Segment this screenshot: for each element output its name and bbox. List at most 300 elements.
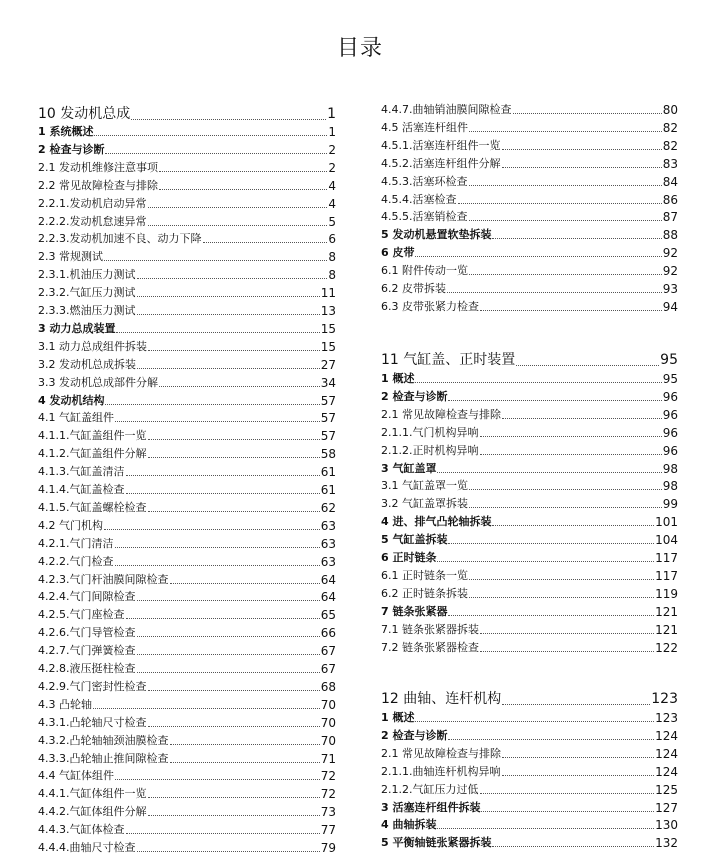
dot-leader: [126, 618, 320, 619]
toc-entry-page-number: 127: [655, 800, 678, 815]
toc-entry-title: 2.1 发动机维修注意事项: [38, 160, 158, 174]
toc-entry-page-number: 93: [662, 282, 678, 296]
toc-entry-page-number: 119: [655, 586, 678, 601]
toc-entry-page-number: 83: [662, 156, 678, 171]
dot-leader: [469, 131, 662, 132]
toc-entry-title: 2.2 常见故障检查与排除: [38, 178, 158, 192]
toc-entry-title: 4.4 气缸体组件: [38, 769, 114, 783]
toc-entry-page-number: 64: [320, 590, 336, 605]
toc-entry[interactable]: [38, 787, 336, 801]
toc-entry[interactable]: [38, 215, 336, 229]
toc-entry-title: 4.2.1.气门清洁: [38, 536, 114, 550]
toc-entry-title: 4.3.2.凸轮轴轴颈油膜检查: [38, 733, 169, 747]
toc-entry-title: 4.2 气门机构: [38, 518, 103, 532]
toc-entry-title: 4.1.3.气缸盖清洁: [38, 465, 125, 479]
toc-entry-title: 4.5.3.活塞环检查: [381, 174, 468, 188]
dot-leader: [469, 579, 654, 580]
toc-entry-page-number: 57: [320, 393, 336, 408]
toc-entry-title: 2 检查与诊断: [381, 389, 448, 403]
toc-entry[interactable]: [38, 680, 336, 694]
dot-leader: [516, 365, 659, 366]
toc-chapter-entry[interactable]: [38, 106, 336, 123]
toc-entry-title: 6.2 正时链条拆装: [381, 586, 468, 600]
toc-entry[interactable]: [381, 479, 678, 493]
toc-entry[interactable]: [38, 841, 336, 855]
toc-entry[interactable]: [381, 551, 678, 565]
toc-entry[interactable]: [381, 390, 678, 404]
toc-entry-page-number: 92: [662, 264, 678, 279]
toc-entry-page-number: 72: [320, 769, 336, 784]
toc-entry[interactable]: [38, 358, 336, 372]
dot-leader: [137, 314, 320, 315]
dot-leader: [148, 815, 320, 816]
toc-entry-page-number: 82: [662, 120, 678, 135]
toc-entry-title: 4.4.7.曲轴销油膜间隙检查: [381, 103, 512, 116]
toc-entry[interactable]: [381, 462, 678, 476]
dot-leader: [126, 493, 320, 494]
toc-entry[interactable]: [38, 376, 336, 390]
toc-chapter-entry[interactable]: [381, 691, 678, 708]
dot-leader: [126, 833, 320, 834]
toc-entry-page-number: 5: [328, 214, 336, 229]
dot-leader: [148, 350, 320, 351]
toc-entry[interactable]: [38, 501, 336, 515]
toc-entry-title: 2 检查与诊断: [381, 728, 448, 742]
dot-leader: [159, 171, 327, 172]
toc-entry-page-number: 63: [320, 536, 336, 551]
toc-entry[interactable]: [38, 268, 336, 282]
toc-entry[interactable]: [381, 569, 678, 583]
toc-entry-title: 1 概述: [381, 372, 415, 385]
toc-entry[interactable]: [38, 823, 336, 837]
toc-entry-page-number: 77: [320, 823, 336, 838]
toc-entry[interactable]: [381, 587, 678, 601]
dot-leader: [159, 386, 320, 387]
toc-entry-page-number: 67: [320, 644, 336, 659]
toc-entry-title: 2.1.1.气门机构异响: [381, 425, 479, 439]
toc-entry-title: 3 活塞连杆组件拆装: [381, 800, 481, 814]
page-title: 目录: [336, 36, 383, 61]
toc-entry-page-number: 57: [320, 429, 336, 444]
dot-leader: [131, 119, 326, 120]
toc-entry-title: 4.2.6.气门导管检查: [38, 626, 136, 640]
dot-leader: [448, 615, 654, 616]
toc-entry[interactable]: [38, 394, 336, 408]
dot-leader: [137, 672, 320, 673]
toc-entry-title: 2.1.2.正时机构异响: [381, 443, 479, 457]
toc-entry[interactable]: [381, 408, 678, 422]
dot-leader: [492, 846, 654, 847]
dot-leader: [502, 167, 662, 168]
dot-leader: [480, 436, 662, 437]
toc-entry-page-number: 82: [662, 138, 678, 153]
dot-leader: [502, 757, 654, 758]
toc-entry[interactable]: [38, 555, 336, 569]
toc-entry[interactable]: [381, 175, 678, 189]
toc-entry[interactable]: [38, 125, 336, 139]
toc-entry-title: 4.5.5.活塞销检查: [381, 210, 468, 224]
toc-entry-title: 2.2.2.发动机怠速异常: [38, 214, 147, 228]
toc-entry[interactable]: [38, 752, 336, 766]
dot-leader: [502, 775, 655, 776]
toc-entry-page-number: 4: [328, 196, 336, 211]
toc-entry[interactable]: [381, 533, 678, 547]
toc-entry-page-number: 95: [662, 372, 678, 386]
toc-entry[interactable]: [381, 121, 678, 135]
dot-leader: [148, 439, 320, 440]
dot-leader: [116, 332, 319, 333]
dot-leader: [480, 454, 662, 455]
dot-leader: [148, 511, 320, 512]
toc-entry[interactable]: [381, 228, 678, 242]
toc-entry-page-number: 66: [320, 626, 336, 641]
toc-entry-title: 11 气缸盖、正时装置: [381, 352, 516, 368]
dot-leader: [104, 529, 320, 530]
toc-entry-page-number: 117: [655, 551, 678, 565]
dot-leader: [469, 489, 662, 490]
toc-entry-title: 3.1 气缸盖罩一览: [381, 479, 468, 493]
dot-leader: [93, 708, 320, 709]
toc-entry[interactable]: [38, 537, 336, 551]
toc-entry[interactable]: [38, 698, 336, 712]
toc-entry-page-number: 57: [320, 411, 336, 426]
toc-entry[interactable]: [38, 161, 336, 175]
toc-entry-page-number: 68: [320, 679, 336, 694]
dot-leader: [105, 153, 327, 154]
toc-entry[interactable]: [38, 143, 336, 157]
dot-leader: [137, 368, 320, 369]
dot-leader: [502, 704, 650, 705]
toc-entry-page-number: 13: [320, 304, 336, 318]
toc-entry-title: 3 气缸盖罩: [381, 461, 437, 475]
toc-right-column: [381, 0, 678, 859]
dot-leader: [94, 135, 327, 136]
toc-entry[interactable]: [38, 626, 336, 640]
dot-leader: [148, 457, 320, 458]
toc-entry[interactable]: [38, 483, 336, 497]
dot-leader: [469, 185, 662, 186]
toc-entry[interactable]: [381, 103, 678, 117]
toc-entry[interactable]: [38, 197, 336, 211]
dot-leader: [447, 292, 662, 293]
dot-leader: [492, 525, 654, 526]
toc-entry-page-number: 124: [655, 764, 678, 779]
toc-entry-title: 4.3.3.凸轮轴止推间隙检查: [38, 751, 169, 765]
dot-leader: [415, 721, 654, 722]
toc-entry-page-number: 73: [320, 805, 336, 820]
toc-entry[interactable]: [38, 304, 336, 318]
toc-entry-title: 4.4.4.曲轴尺寸检查: [38, 841, 136, 854]
toc-entry[interactable]: [38, 232, 336, 246]
toc-entry-title: 5 气缸盖拆装: [381, 533, 448, 547]
toc-entry-page-number: 4: [328, 178, 336, 193]
toc-entry[interactable]: [381, 729, 678, 743]
toc-entry[interactable]: [381, 783, 678, 797]
toc-entry-page-number: 121: [655, 604, 678, 619]
dot-leader: [170, 762, 320, 763]
toc-entry-title: 4.2.3.气门杆油膜间隙检查: [38, 572, 169, 586]
toc-entry-title: 4.1 气缸盖组件: [38, 411, 114, 425]
toc-entry[interactable]: [381, 372, 678, 386]
toc-entry-title: 6.3 皮带张紧力检查: [381, 299, 479, 313]
toc-entry-title: 4 进、排气凸轮轴拆装: [381, 515, 492, 529]
toc-entry-page-number: 95: [660, 352, 678, 368]
toc-entry-page-number: 71: [320, 751, 336, 766]
toc-entry-title: 4.1.1.气缸盖组件一览: [38, 429, 147, 443]
toc-entry-title: 2.1 常见故障检查与排除: [381, 746, 501, 760]
toc-entry-title: 2 检查与诊断: [38, 142, 105, 156]
dot-leader: [469, 274, 662, 275]
dot-leader: [104, 260, 327, 261]
toc-entry-title: 1 系统概述: [38, 125, 94, 138]
dot-leader: [170, 744, 320, 745]
toc-entry[interactable]: [381, 210, 678, 224]
toc-entry-title: 4.4.1.气缸体组件一览: [38, 787, 147, 801]
toc-entry[interactable]: [381, 497, 678, 511]
toc-entry-page-number: 15: [320, 339, 336, 354]
toc-entry-page-number: 96: [662, 389, 678, 404]
toc-entry-title: 2.3.2.气缸压力测试: [38, 286, 136, 300]
toc-entry[interactable]: [38, 805, 336, 819]
toc-entry-page-number: 86: [662, 192, 678, 207]
toc-entry-title: 4.5.4.活塞检查: [381, 192, 457, 206]
toc-entry-page-number: 88: [662, 228, 678, 243]
toc-entry-title: 2.1.2.气缸压力过低: [381, 782, 479, 796]
dot-leader: [448, 543, 654, 544]
dot-leader: [115, 565, 320, 566]
toc-entry-title: 5 发动机悬置软垫拆装: [381, 228, 492, 242]
toc-entry-title: 2.3.3.燃油压力测试: [38, 304, 136, 317]
toc-entry-title: 4.1.4.气缸盖检查: [38, 483, 125, 496]
toc-entry-title: 4.1.2.气缸盖组件分解: [38, 447, 147, 461]
dot-leader: [513, 113, 662, 114]
toc-entry-page-number: 130: [655, 818, 678, 833]
toc-entry-title: 3.1 动力总成组件拆装: [38, 339, 147, 353]
dot-leader: [148, 207, 328, 208]
toc-entry[interactable]: [38, 590, 336, 604]
toc-entry-page-number: 123: [655, 711, 678, 725]
toc-entry[interactable]: [381, 157, 678, 171]
dot-leader: [137, 296, 320, 297]
dot-leader: [148, 726, 320, 727]
toc-entry-title: 4 曲轴拆装: [381, 818, 437, 832]
toc-entry[interactable]: [38, 286, 336, 300]
toc-entry-title: 4.3.1.凸轮轴尺寸检查: [38, 715, 147, 729]
toc-entry-title: 4.5 活塞连杆组件: [381, 120, 468, 134]
toc-entry-title: 4.2.8.液压挺柱检查: [38, 662, 136, 675]
dot-leader: [469, 220, 662, 221]
toc-entry-title: 2.3.1.机油压力测试: [38, 268, 136, 282]
toc-entry[interactable]: [38, 179, 336, 193]
toc-entry-title: 6.1 附件传动一览: [381, 264, 468, 278]
toc-entry-page-number: 70: [320, 697, 336, 712]
toc-entry[interactable]: [38, 250, 336, 264]
toc-entry[interactable]: [38, 644, 336, 658]
dot-leader: [415, 256, 661, 257]
dot-leader: [203, 242, 328, 243]
dot-leader: [415, 382, 661, 383]
toc-entry-page-number: 117: [655, 568, 678, 583]
toc-entry-title: 4 发动机结构: [38, 393, 105, 407]
toc-entry-title: 6 正时链条: [381, 551, 437, 564]
toc-entry-title: 4.5.1.活塞连杆组件一览: [381, 138, 501, 152]
toc-entry-page-number: 96: [662, 443, 678, 458]
toc-entry-title: 2.2.1.发动机启动异常: [38, 196, 147, 210]
toc-entry-title: 3.2 气缸盖罩拆装: [381, 497, 468, 511]
toc-entry[interactable]: [381, 193, 678, 207]
toc-entry[interactable]: [381, 605, 678, 619]
toc-entry[interactable]: [381, 641, 678, 655]
dot-leader: [480, 793, 655, 794]
toc-entry-title: 4.2.9.气门密封性检查: [38, 679, 147, 693]
toc-entry-page-number: 70: [320, 715, 336, 730]
toc-entry-title: 7.2 链条张紧器检查: [381, 640, 479, 654]
toc-entry-title: 7.1 链条张紧器拆装: [381, 622, 479, 636]
toc-entry-title: 4.4.2.气缸体组件分解: [38, 805, 147, 819]
dot-leader: [137, 278, 328, 279]
dot-leader: [492, 238, 661, 239]
dot-leader: [437, 561, 654, 562]
toc-entry[interactable]: [381, 801, 678, 815]
dot-leader: [481, 811, 654, 812]
toc-entry-page-number: 63: [320, 518, 336, 533]
toc-entry-page-number: 63: [320, 554, 336, 569]
dot-leader: [137, 851, 320, 852]
toc-entry-page-number: 99: [662, 497, 678, 512]
toc-entry-title: 4.5.2.活塞连杆组件分解: [381, 156, 501, 170]
dot-leader: [469, 597, 654, 598]
toc-entry[interactable]: [38, 716, 336, 730]
toc-entry[interactable]: [381, 623, 678, 637]
toc-chapter-entry[interactable]: [381, 352, 678, 369]
toc-entry-page-number: 98: [662, 479, 678, 494]
toc-entry-title: 6.1 正时链条一览: [381, 568, 468, 582]
dot-leader: [137, 600, 320, 601]
dot-leader: [437, 828, 654, 829]
toc-entry-title: 6 皮带: [381, 246, 415, 260]
toc-entry-title: 6.2 皮带拆装: [381, 282, 446, 295]
toc-entry-title: 2.2.3.发动机加速不良、动力下降: [38, 232, 202, 246]
toc-entry-title: 4.1.5.气缸盖螺栓检查: [38, 500, 147, 514]
toc-entry-title: 1 概述: [381, 711, 415, 724]
toc-entry[interactable]: [38, 769, 336, 783]
toc-entry[interactable]: [38, 429, 336, 443]
toc-entry[interactable]: [38, 519, 336, 533]
toc-entry-page-number: 70: [320, 733, 336, 748]
toc-entry[interactable]: [38, 447, 336, 461]
toc-entry-page-number: 72: [320, 787, 336, 802]
toc-entry-title: 3.2 发动机总成拆装: [38, 357, 136, 371]
toc-entry-title: 12 曲轴、连杆机构: [381, 691, 502, 707]
toc-entry[interactable]: [381, 264, 678, 278]
toc-entry-page-number: 62: [320, 500, 336, 515]
toc-entry[interactable]: [381, 139, 678, 153]
toc-entry[interactable]: [38, 340, 336, 354]
toc-entry[interactable]: [381, 765, 678, 779]
dot-leader: [115, 779, 320, 780]
toc-entry-page-number: 27: [320, 357, 336, 372]
toc-entry-page-number: 84: [662, 174, 678, 189]
toc-entry[interactable]: [381, 515, 678, 529]
toc-entry[interactable]: [38, 573, 336, 587]
dot-leader: [437, 472, 661, 473]
toc-entry-page-number: 132: [655, 836, 678, 851]
dot-leader: [480, 651, 654, 652]
toc-entry-title: 4.2.4.气门间隙检查: [38, 590, 136, 604]
toc-entry[interactable]: [38, 734, 336, 748]
toc-entry[interactable]: [381, 747, 678, 761]
toc-entry[interactable]: [38, 411, 336, 425]
toc-entry-page-number: 11: [320, 286, 336, 301]
toc-entry-page-number: 80: [662, 103, 678, 117]
toc-entry[interactable]: [381, 246, 678, 260]
toc-entry-page-number: 125: [655, 782, 678, 797]
toc-entry-page-number: 34: [320, 375, 336, 390]
toc-entry-page-number: 15: [320, 321, 336, 336]
toc-entry-page-number: 98: [662, 461, 678, 476]
toc-entry[interactable]: [38, 465, 336, 479]
toc-entry-page-number: 67: [320, 662, 336, 676]
toc-entry-title: 2.1.1.曲轴连杆机构异响: [381, 764, 501, 778]
dot-leader: [115, 547, 320, 548]
dot-leader: [148, 797, 320, 798]
dot-leader: [126, 475, 320, 476]
toc-entry-page-number: 101: [655, 515, 678, 530]
toc-entry-title: 2.3 常规测试: [38, 250, 103, 264]
toc-entry[interactable]: [381, 282, 678, 296]
toc-entry-page-number: 124: [655, 746, 678, 761]
toc-entry[interactable]: [38, 662, 336, 676]
toc-entry-title: 4.2.5.气门座检查: [38, 608, 125, 622]
toc-entry[interactable]: [38, 608, 336, 622]
toc-entry[interactable]: [38, 322, 336, 336]
dot-leader: [448, 400, 661, 401]
toc-entry-title: 3 动力总成装置: [38, 321, 116, 335]
toc-entry[interactable]: [381, 711, 678, 725]
toc-entry-title: 5 平衡轴链张紧器拆装: [381, 836, 492, 850]
toc-entry-title: 4.2.2.气门检查: [38, 554, 114, 568]
toc-entry-page-number: 123: [651, 691, 678, 707]
toc-entry-page-number: 124: [655, 728, 678, 743]
toc-entry[interactable]: [381, 426, 678, 440]
toc-entry-title: 10 发动机总成: [38, 106, 131, 122]
toc-entry-page-number: 65: [320, 608, 336, 623]
toc-entry-page-number: 79: [320, 841, 336, 855]
toc-entry-page-number: 58: [320, 447, 336, 462]
toc-entry-page-number: 92: [662, 246, 678, 261]
toc-entry-page-number: 96: [662, 407, 678, 422]
toc-left-column: [38, 0, 336, 859]
dot-leader: [137, 636, 320, 637]
dot-leader: [137, 654, 320, 655]
toc-entry[interactable]: [381, 300, 678, 314]
toc-entry-page-number: 2: [328, 142, 336, 157]
toc-entry-page-number: 2: [328, 160, 336, 175]
dot-leader: [448, 739, 654, 740]
toc-entry-title: 4.4.3.气缸体检查: [38, 823, 125, 837]
toc-entry[interactable]: [381, 836, 678, 850]
toc-entry[interactable]: [381, 444, 678, 458]
dot-leader: [480, 633, 654, 634]
toc-entry[interactable]: [381, 818, 678, 832]
dot-leader: [502, 149, 662, 150]
toc-entry-page-number: 64: [320, 572, 336, 587]
toc-entry-page-number: 1: [328, 125, 336, 139]
toc-entry-page-number: 8: [328, 268, 336, 283]
toc-entry-page-number: 61: [320, 465, 336, 480]
dot-leader: [115, 421, 320, 422]
toc-entry-page-number: 1: [327, 106, 336, 122]
